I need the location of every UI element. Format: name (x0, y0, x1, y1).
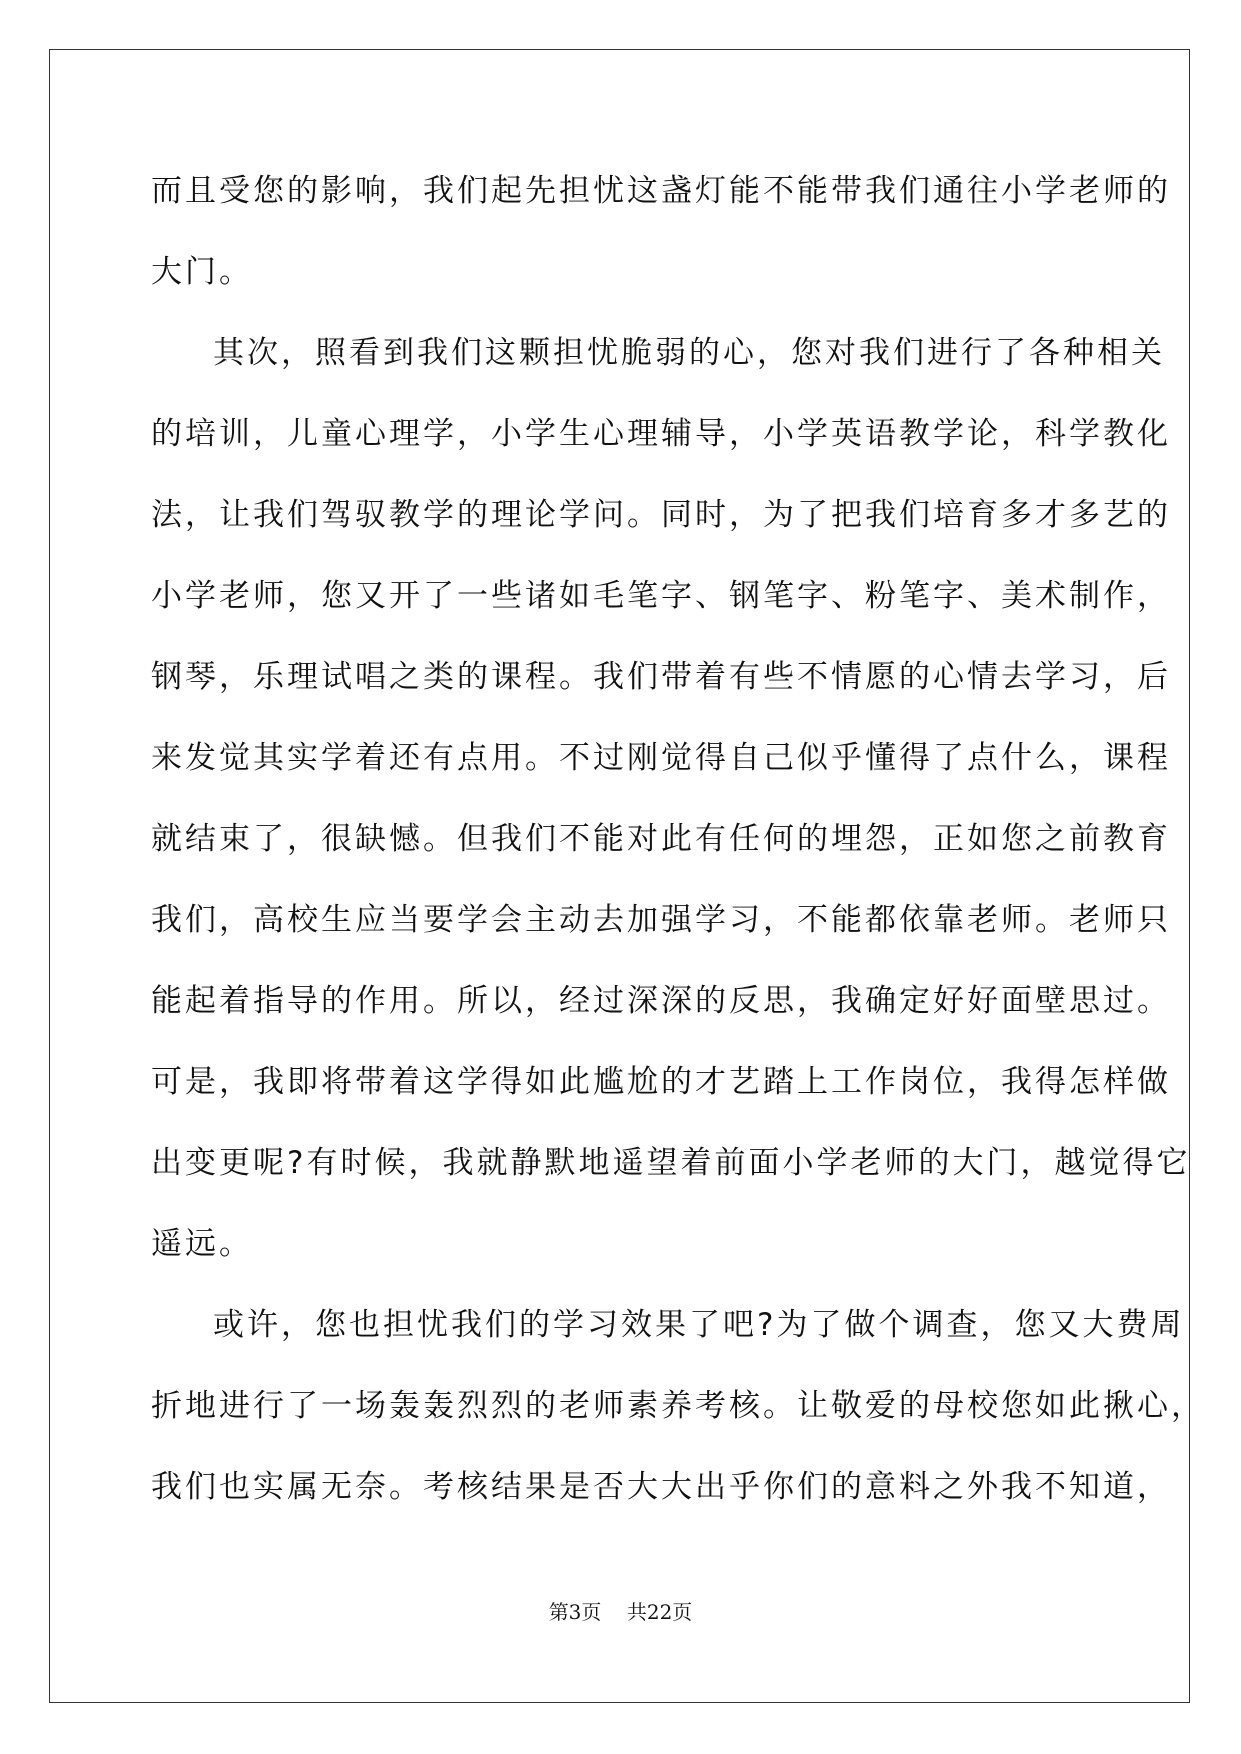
text-line: 能起着指导的作用。所以，经过深深的反思，我确定好好面壁思过。 (151, 983, 1171, 1019)
text-line: 来发觉其实学着还有点用。不过刚觉得自己似乎懂得了点什么，课程 (151, 740, 1171, 776)
paragraph-start-line: 其次，照看到我们这颗担忧脆弱的心，您对我们进行了各种相关 (213, 335, 1165, 371)
text-line: 出变更呢?有时候，我就静默地遥望着前面小学老师的大门，越觉得它 (151, 1145, 1191, 1181)
paragraph-start-line: 或许，您也担忧我们的学习效果了吧?为了做个调查，您又大费周 (213, 1307, 1185, 1343)
text-line: 的培训，儿童心理学，小学生心理辅导，小学英语教学论，科学教化 (151, 416, 1171, 452)
text-line: 而且受您的影响，我们起先担忧这盏灯能不能带我们通往小学老师的 (151, 173, 1171, 209)
text-line: 钢琴，乐理试唱之类的课程。我们带着有些不情愿的心情去学习，后 (151, 659, 1171, 695)
text-line: 我们也实属无奈。考核结果是否大大出乎你们的意料之外我不知道， (151, 1469, 1171, 1505)
text-line: 折地进行了一场轰轰烈烈的老师素养考核。让敬爱的母校您如此揪心， (151, 1388, 1205, 1424)
text-line: 可是，我即将带着这学得如此尴尬的才艺踏上工作岗位，我得怎样做 (151, 1064, 1171, 1100)
text-line: 法，让我们驾驭教学的理论学问。同时，为了把我们培育多才多艺的 (151, 497, 1171, 533)
text-line: 我们，高校生应当要学会主动去加强学习，不能都依靠老师。老师只 (151, 902, 1171, 938)
page-footer (0, 1598, 1241, 1626)
page-total: 共22页 (626, 1600, 693, 1624)
text-line: 小学老师，您又开了一些诸如毛笔字、钢笔字、粉笔字、美术制作， (151, 578, 1171, 614)
page-border (49, 49, 1190, 1703)
text-line: 大门。 (151, 254, 253, 290)
page-number: 第3页 (548, 1600, 602, 1624)
text-line: 遥远。 (151, 1226, 253, 1262)
text-line: 就结束了，很缺憾。但我们不能对此有任何的埋怨，正如您之前教育 (151, 821, 1171, 857)
